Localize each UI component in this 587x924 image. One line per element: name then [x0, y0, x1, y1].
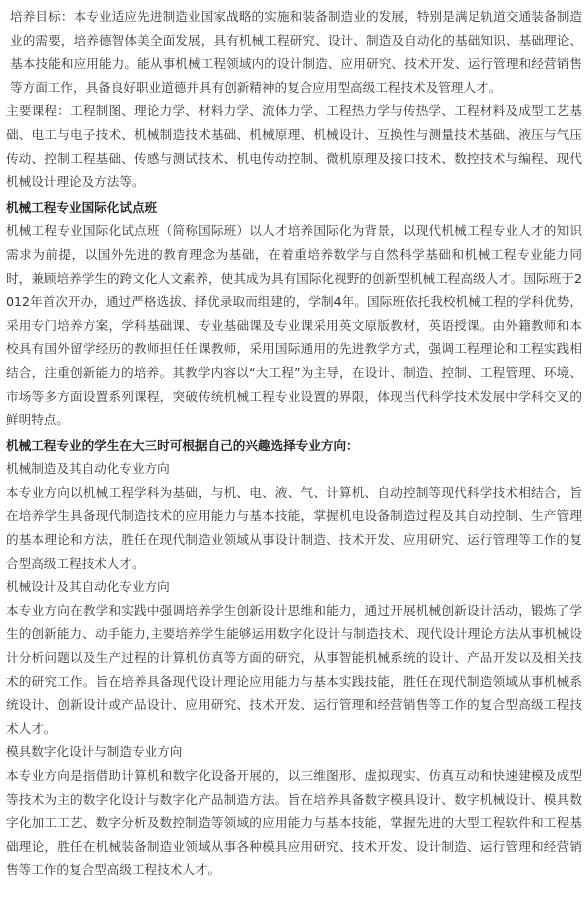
- intl-class-heading: 机械工程专业国际化试点班: [6, 199, 158, 215]
- direction-2-paragraph: 本专业方向在教学和实践中强调培养学生创新设计思维和能力，通过开展机械创新设计活动，锻炼了学生的创新能力、动手能力,主要培养学生能够运用数字化设计与制造技术、现代设计理论方法从事机械设计分析问题以及生产过程的计算机仿真等方面的研究，从事智能机械系统的设计、产品开发以及相关技术的研究工作。旨在培养具备现代设计理论应用能力与基本实践技能，胜任在现代制造领域从事机械系统设计、创新设计或产品设计、应用研究、技术开发、运行管理和经营销售等工作的复合型高级工程技术人才。: [6, 602, 582, 736]
- main-courses-paragraph: 主要课程：工程制图、理论力学、材料力学、流体力学、工程热力学与传热学、工程材料及成型工艺基础、电工与电子技术、机械制造技术基础、机械原理、机械设计、互换性与测量技术基础、液压与气压传动、控制工程基础、传感与测试技术、机电传动控制、微机原理及接口技术、数控技术与编程、现代机械设计理论及方法等。: [6, 103, 582, 190]
- direction-1-title: 机械制造及其自动化专业方向: [6, 461, 170, 477]
- direction-3-title: 模具数字化设计与制造专业方向: [6, 744, 183, 760]
- training-goal-paragraph: 培养目标：本专业适应先进制造业国家战略的实施和装备制造业的发展，特别是满足轨道交通装备制造业的需要，培养德智体美全面发展，具有机械工程研究、设计、制造及自动化的基础知识、基础理论、基本技能和应用能力。能从事机械工程领域内的设计制造、应用研究、技术开发、运行管理和经营销售等方面工作，具备良好职业道德并具有创新精神的复合应用型高级工程技术及管理人才。: [10, 9, 582, 95]
- direction-3-paragraph: 本专业方向是指借助计算机和数字化设备开展的，以三维图形、虚拟现实、仿真互动和快速建模及成型等技术为主的数字化设计与数字化产品制造方法。旨在培养具备数字模具设计、数字机械设计、模具数字化加工工艺、数字分析及数控制造等领域的应用能力与基本技能，掌握先进的大型工程软件和工程基础理论，胜任在机械装备制造业领域从事各种模具应用研究、技术开发、设计制造、运行管理和经营销售等工作的复合型高级工程技术人才。: [6, 768, 582, 878]
- direction-selection-heading: 机械工程专业的学生在大三时可根据自己的兴趣选择专业方向：: [6, 437, 359, 453]
- intl-class-paragraph: 机械工程专业国际化试点班（简称国际班）以人才培养国际化为背景，以现代机械工程专业人才的知识需求为前提，以国外先进的教育理念为基础，在着重培养数学与自然科学基础和机械工程专业能力同时，兼顾培养学生的跨文化人文素养，使其成为具有国际化视野的创新型机械工程高级人才。国际班于2012年首次开办，通过严格选拔、择优录取而组建的，学制4年。国际班依托我校机械工程的学科优势，采用专门培养方案，学科基础课、专业基础课及专业课采用英文原版教材，英语授课。由外籍教师和本校具有国外留学经历的教师担任任课教师，采用国际通用的先进教学方式，强调工程理论和工程实践相结合，注重创新能力的培养。其教学内容以“大工程”为主导，在设计、制造、控制、工程管理、环境、市场等多方面设置系列课程，突破传统机械工程专业设置的界限，体现当代科学技术发展中学科交叉的鲜明特点。: [6, 223, 582, 428]
- direction-1-paragraph: 本专业方向以机械工程学科为基础，与机、电、液、气、计算机、自动控制等现代科学技术相结合，旨在培养学生具备现代制造技术的应用能力与基本技能，掌握机电设备制造过程及其自动控制、生产管理的基本理论和方法，胜任在现代制造业领域从事设计制造、技术开发、应用研究、运行管理等工作的复合型高级工程技术人才。: [6, 484, 582, 571]
- direction-2-title: 机械设计及其自动化专业方向: [6, 579, 170, 595]
